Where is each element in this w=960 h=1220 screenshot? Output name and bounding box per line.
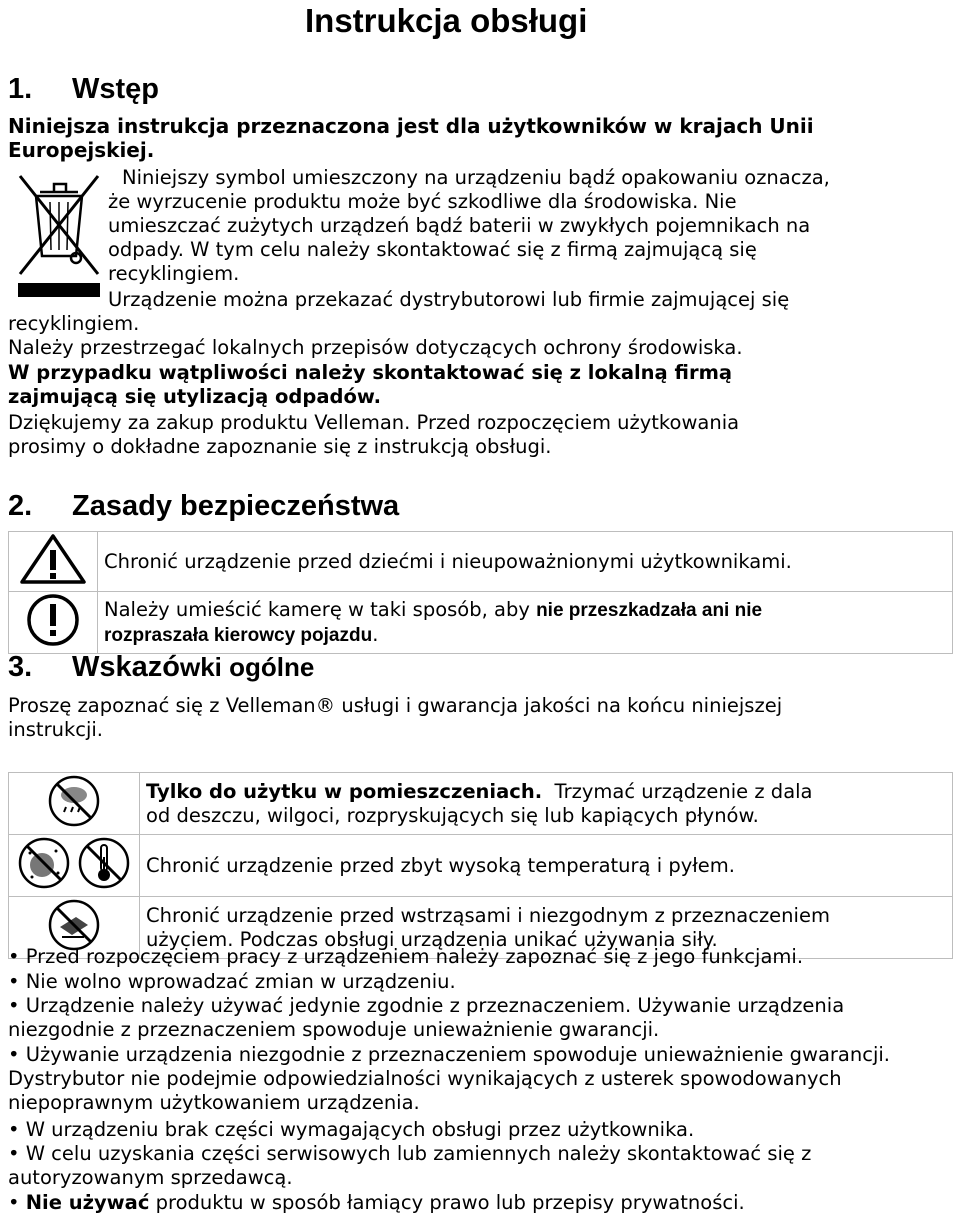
icon-cell <box>9 773 140 835</box>
indoor-rest-2: od deszczu, wilgoci, rozpryskujących się lub kapiących płynów. <box>146 803 759 827</box>
list-item: • Nie wolno wprowadzać zmian w urządzeniu. <box>8 970 456 993</box>
list-item: • Nie używać produktu w sposób łamiący prawo lub przepisy prywatności. <box>8 1191 745 1214</box>
bullet-text: W urządzeniu brak części wymagających obsługi przez użytkownika. <box>25 1118 695 1141</box>
safety-children-text: Chronić urządzenie przed dziećmi i nieupoważnionymi użytkownikami. <box>98 532 953 592</box>
camera-text-end: . <box>372 622 379 646</box>
section-3-heading <box>8 650 314 684</box>
heat-text: Chronić urządzenie przed zbyt wysoką temperaturą i pyłem. <box>140 835 953 897</box>
section-number: 1. <box>8 73 33 105</box>
bullet-text: Nie wolno wprowadzać zmian w urządzeniu. <box>25 970 456 993</box>
section-1-heading <box>8 72 159 106</box>
safety-camera-text <box>98 592 953 654</box>
section-2-heading <box>8 489 399 523</box>
weee-line-2: że wyrzucenie produktu może być szkodliwe dla środowiska. Nie <box>108 190 737 213</box>
thanks-line-1: Dziękujemy za zakup produktu Velleman. Przed rozpoczęciem użytkowania <box>8 411 740 434</box>
shock-line-2: użyciem. Podczas obsługi urządzenia unikać używania siły. <box>146 927 718 951</box>
list-item: • W celu uzyskania części serwisowych lub zamiennych należy skontaktować się z autoryzowanym sprzedawcą. <box>8 1142 812 1189</box>
weee-symbol <box>14 170 104 300</box>
safety-row-camera <box>9 592 953 654</box>
dealer-line-2: recyklingiem. <box>8 312 140 335</box>
no-rain-icon <box>46 773 102 829</box>
list-item: • Przed rozpoczęciem pracy z urządzeniem należy zapoznać się z jego funkcjami. <box>8 945 804 968</box>
local-rules: Należy przestrzegać lokalnych przepisów dotyczących ochrony środowiska. <box>8 336 743 359</box>
no-dust-icon <box>16 835 72 891</box>
weee-line-5: recyklingiem. <box>108 262 240 285</box>
doubt-line-2: zajmującą się utylizacją odpadów. <box>8 385 382 408</box>
section-title: Wstęp <box>72 73 159 105</box>
indoor-rest-1: Trzymać urządzenie z dala <box>554 779 813 803</box>
section-title: Zasady bezpieczeństwa <box>72 490 400 522</box>
eu-intro: Niniejsza instrukcja przeznaczona jest dla użytkowników w krajach Unii Europejskiej. <box>8 114 814 162</box>
bullet-text: W celu uzyskania części serwisowych lub zamiennych należy skontaktować się z autoryzowanym sprzedawcą. <box>8 1142 812 1189</box>
no-heat-thermometer-icon <box>76 835 132 891</box>
list-item: • Urządzenie należy używać jedynie zgodnie z przeznaczeniem. Używanie urządzenia niezgodnie z przeznaczeniem spowoduje unieważnienie gwarancji. <box>8 994 845 1041</box>
bullet-text: Przed rozpoczęciem pracy z urządzeniem należy zapoznać się z jego funkcjami. <box>25 945 804 968</box>
section-number: 3. <box>8 651 33 683</box>
usage-row-indoor <box>9 773 953 835</box>
guide-line-1: Proszę zapoznać się z Velleman® usługi i gwarancja jakości na końcu niniejszej <box>8 694 783 717</box>
dealer-line-1: Urządzenie można przekazać dystrybutorowi lub firmie zajmującej się <box>108 288 790 311</box>
icon-cell <box>9 592 98 654</box>
section-title-b: wki ogólne <box>179 652 315 682</box>
icon-cell <box>9 532 98 592</box>
indoor-bold: Tylko do użytku w pomieszczeniach. <box>146 779 543 803</box>
section-title-a: Wskazó <box>72 651 180 683</box>
weee-line-1: Niniejszy symbol umieszczony na urządzeniu bądź opakowaniu oznacza, <box>122 166 830 189</box>
list-item: • Używanie urządzenia niezgodnie z przeznaczeniem spowoduje unieważnienie gwarancji. Dystrybutor nie podejmie odpowiedzialności wynikających z usterek spowodowanych niepoprawnym użytkowaniem urządzenia. <box>8 1043 890 1114</box>
list-item: • W urządzeniu brak części wymagających obsługi przez użytkownika. <box>8 1118 695 1141</box>
safety-table <box>8 531 953 654</box>
camera-text-bold-2: rozpraszała kierowcy pojazdu <box>104 624 373 646</box>
weee-line-3: umieszczać zużytych urządzeń bądź baterii w zwykłych pojemnikach na <box>108 214 811 237</box>
shock-line-1: Chronić urządzenie przed wstrząsami i niezgodnym z przeznaczeniem <box>146 903 830 927</box>
exclamation-circle-icon <box>25 592 81 648</box>
crossed-out-wheelie-bin-icon <box>14 170 104 300</box>
weee-line-4: odpady. W tym celu należy skontaktować się z firmą zajmującą się <box>108 238 757 261</box>
bullet-bold: Nie używać <box>25 1191 150 1214</box>
camera-text-bold-1: nie przeszkadzała ani nie <box>536 599 763 621</box>
usage-row-heat <box>9 835 953 897</box>
weee-black-bar <box>18 283 100 297</box>
guide-line-2: instrukcji. <box>8 718 104 741</box>
doubt-line-1: W przypadku wątpliwości należy skontaktować się z lokalną firmą <box>8 361 733 384</box>
safety-row-children <box>9 532 953 592</box>
bullet-text: produktu w sposób łamiący prawo lub przepisy prywatności. <box>149 1191 745 1214</box>
camera-text-a: Należy umieścić kamerę w taki sposób, aby <box>104 597 537 621</box>
indoor-text <box>140 773 953 835</box>
bullet-text: Urządzenie należy używać jedynie zgodnie z przeznaczeniem. Używanie urządzenia niezgodnie z przeznaczeniem spowoduje unieważnienie gwarancji. <box>8 994 845 1041</box>
warning-triangle-icon <box>18 532 88 586</box>
thanks-line-2: prosimy o dokładne zapoznanie się z instrukcją obsługi. <box>8 435 552 458</box>
page-title: Instrukcja obsługi <box>305 2 588 39</box>
section-number: 2. <box>8 490 33 522</box>
usage-table <box>8 772 953 959</box>
bullet-text: Używanie urządzenia niezgodnie z przeznaczeniem spowoduje unieważnienie gwarancji. Dystrybutor nie podejmie odpowiedzialności wynikających z usterek spowodowanych niepoprawnym użytkowaniem urządzenia. <box>8 1043 890 1114</box>
icon-cell <box>9 835 140 897</box>
